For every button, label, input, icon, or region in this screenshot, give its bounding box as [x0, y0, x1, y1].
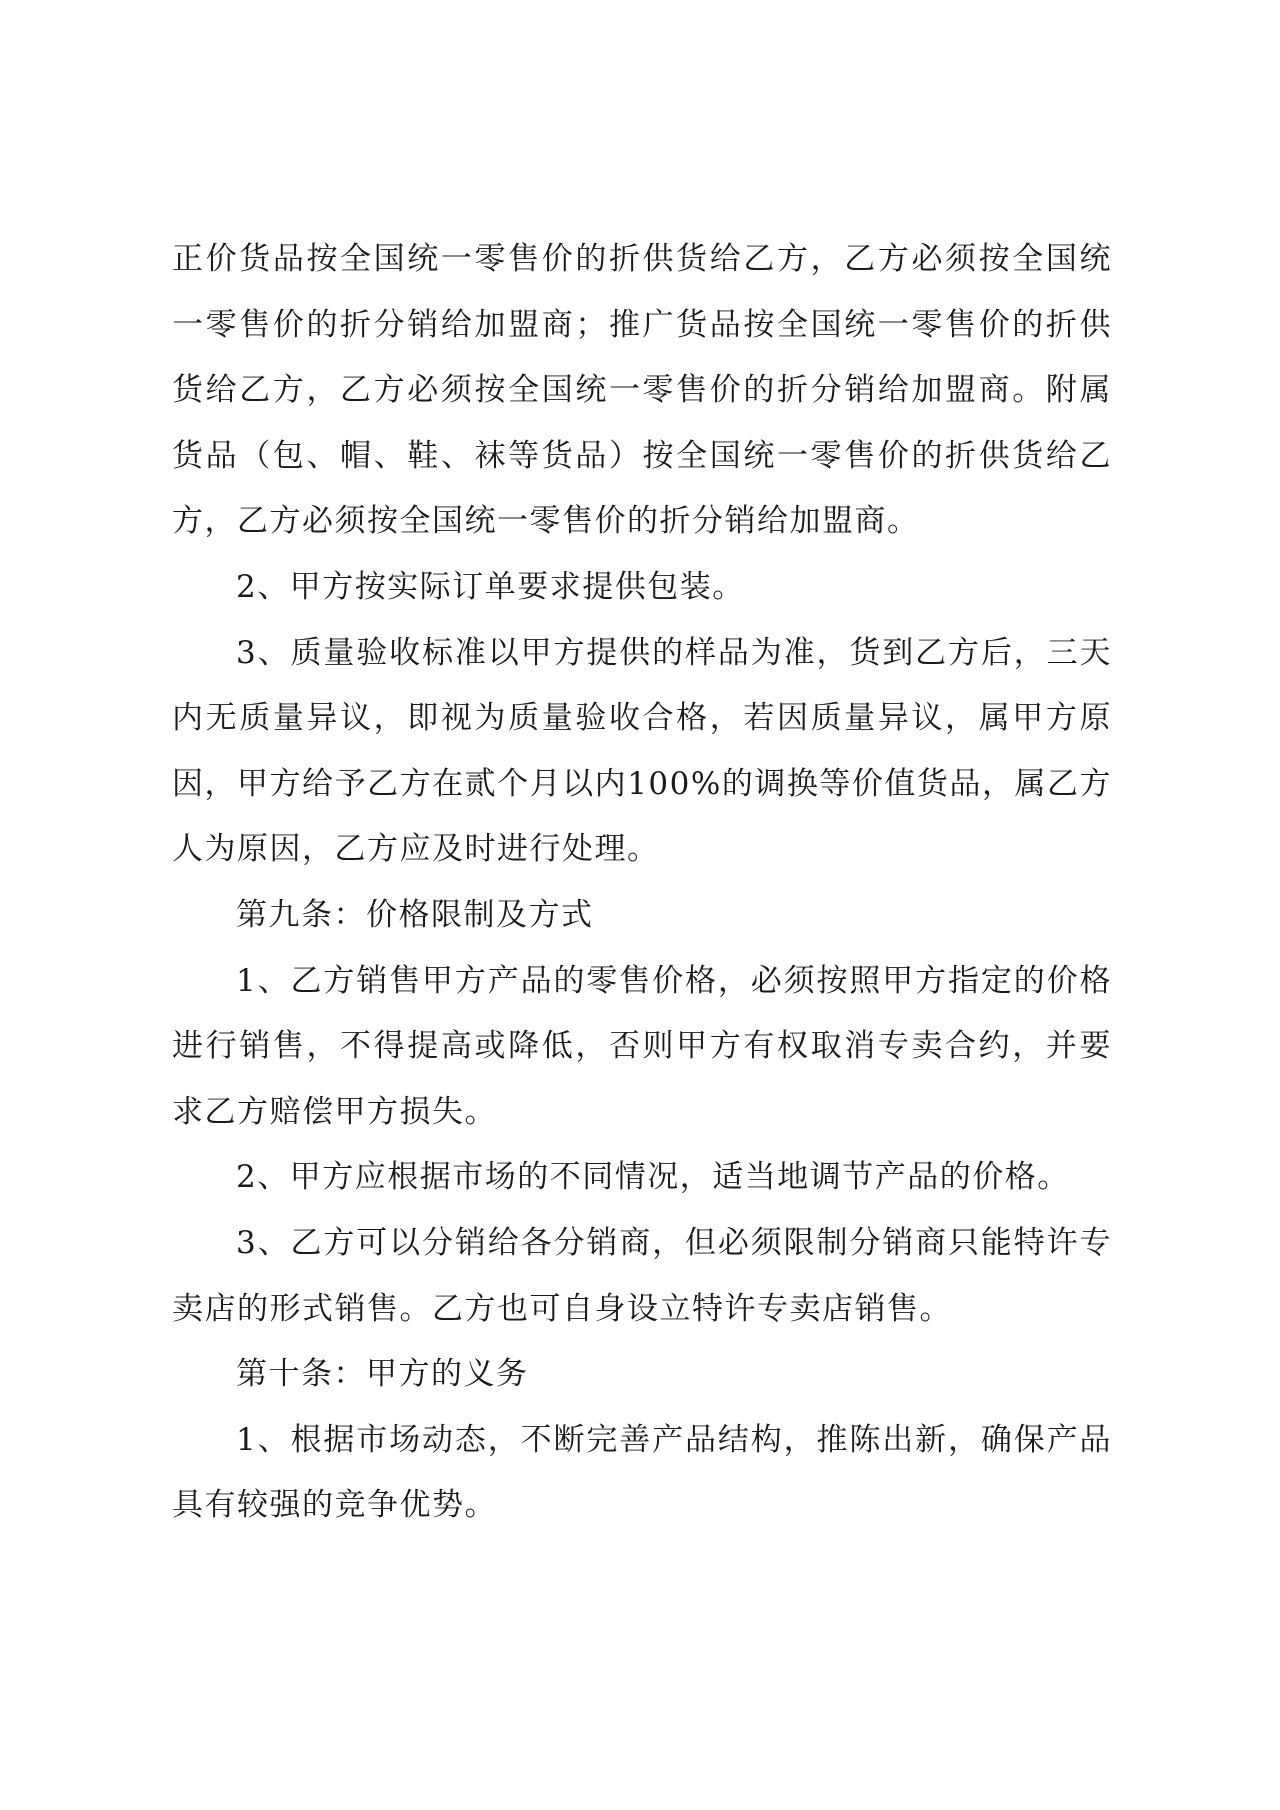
- paragraph-article-10-item-1: 1、根据市场动态，不断完善产品结构，推陈出新，确保产品具有较强的竞争优势。: [172, 1421, 1112, 1524]
- paragraph-continued-pricing: 正价货品按全国统一零售价的折供货给乙方，乙方必须按全国统一零售价的折分销给加盟商；推广货品按全国统一零售价的折供货给乙方，乙方必须按全国统一零售价的折分销给加盟商。附属货品（包、帽、鞋、袜等货品）按全国统一零售价的折供货给乙方，乙方必须按全国统一零售价的折分销给加盟商。: [172, 241, 1112, 540]
- paragraph-article-9-item-1: 1、乙方销售甲方产品的零售价格，必须按照甲方指定的价格进行销售，不得提高或降低，否则甲方有权取消专卖合约，并要求乙方赔偿甲方损失。: [172, 962, 1112, 1130]
- paragraph-article-9-item-2: 2、甲方应根据市场的不同情况，适当地调节产品的价格。: [236, 1159, 1070, 1196]
- paragraph-article-9-item-3: 3、乙方可以分销给各分销商，但必须限制分销商只能特许专卖店的形式销售。乙方也可自身设立特许专卖店销售。: [172, 1224, 1112, 1327]
- document-body: [172, 227, 1112, 1539]
- paragraph-clause-2-packaging: 2、甲方按实际订单要求提供包装。: [236, 568, 745, 605]
- section-heading-article-9: 第九条：价格限制及方式: [236, 896, 594, 933]
- section-heading-article-10: 第十条：甲方的义务: [236, 1356, 529, 1393]
- paragraph-clause-3-quality: 3、质量验收标准以甲方提供的样品为准，货到乙方后，三天内无质量异议，即视为质量验收合格，若因质量异议，属甲方原因，甲方给予乙方在贰个月以内100%的调换等价值货品，属乙方人为原因，乙方应及时进行处理。: [172, 634, 1112, 868]
